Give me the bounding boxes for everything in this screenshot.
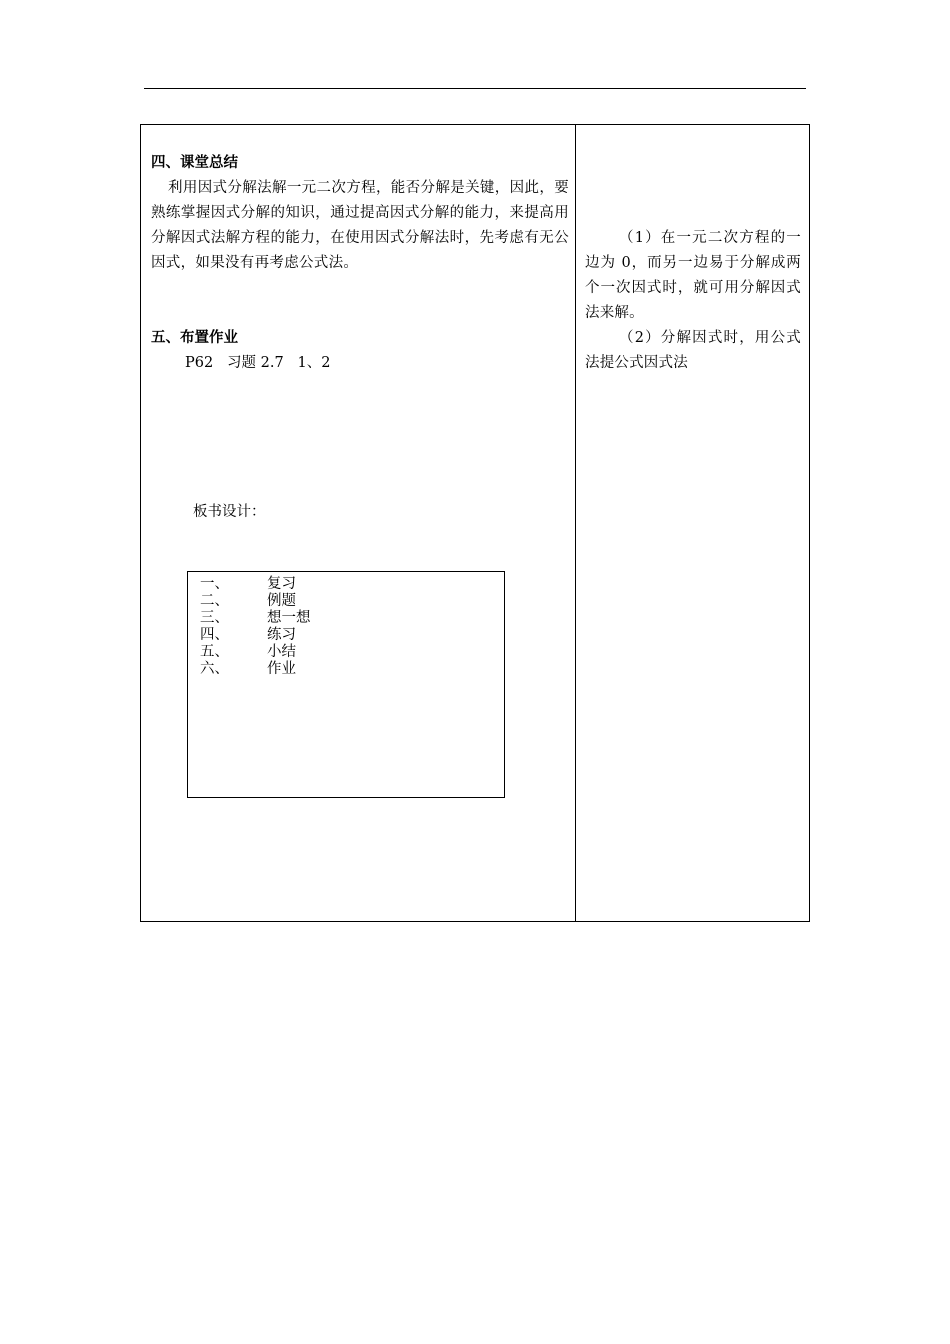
board-item-number: 三、 xyxy=(200,610,229,626)
board-item-number: 四、 xyxy=(200,627,229,643)
board-item-text: 复习 xyxy=(267,576,296,592)
board-outline-list xyxy=(200,576,311,678)
homework-text: P62 习题 2.7 1、2 xyxy=(185,355,331,371)
board-design-box xyxy=(187,571,505,798)
lesson-table xyxy=(140,124,810,922)
note-1: （1）在一元二次方程的一边为 0，而另一边易于分解成两个一次因式时，就可用分解因式法来解。 xyxy=(585,230,801,321)
board-outline-item xyxy=(200,610,311,627)
spacer xyxy=(151,276,569,326)
board-item-text: 小结 xyxy=(267,644,296,660)
board-outline-item xyxy=(200,627,311,644)
board-item-number: 六、 xyxy=(200,661,229,677)
homework-heading: 五、布置作业 xyxy=(151,330,238,346)
board-outline-item xyxy=(200,593,311,610)
board-design-label: 板书设计： xyxy=(193,504,266,520)
board-item-number: 二、 xyxy=(200,593,229,609)
header-rule xyxy=(144,88,806,89)
column-divider xyxy=(575,125,576,921)
board-item-text: 作业 xyxy=(267,661,296,677)
summary-text: 利用因式分解法解一元二次方程，能否分解是关键，因此，要熟练掌握因式分解的知识，通过提高因式分解的能力，来提高用分解因式法解方程的能力，在使用因式分解法时，先考虑有无公因式，如果没有再考虑公式法。 xyxy=(151,180,569,271)
board-item-text: 想一想 xyxy=(267,610,311,626)
note-2: （2）分解因式时，用公式法提公式因式法 xyxy=(585,330,801,371)
board-item-number: 一、 xyxy=(200,576,229,592)
board-item-text: 练习 xyxy=(267,627,296,643)
board-item-text: 例题 xyxy=(267,593,296,609)
board-item-number: 五、 xyxy=(200,644,229,660)
summary-heading: 四、课堂总结 xyxy=(151,155,238,171)
lesson-content-column xyxy=(151,151,569,376)
board-outline-item xyxy=(200,661,311,678)
board-outline-item xyxy=(200,576,311,593)
board-outline-item xyxy=(200,644,311,661)
notes-column xyxy=(585,226,801,376)
